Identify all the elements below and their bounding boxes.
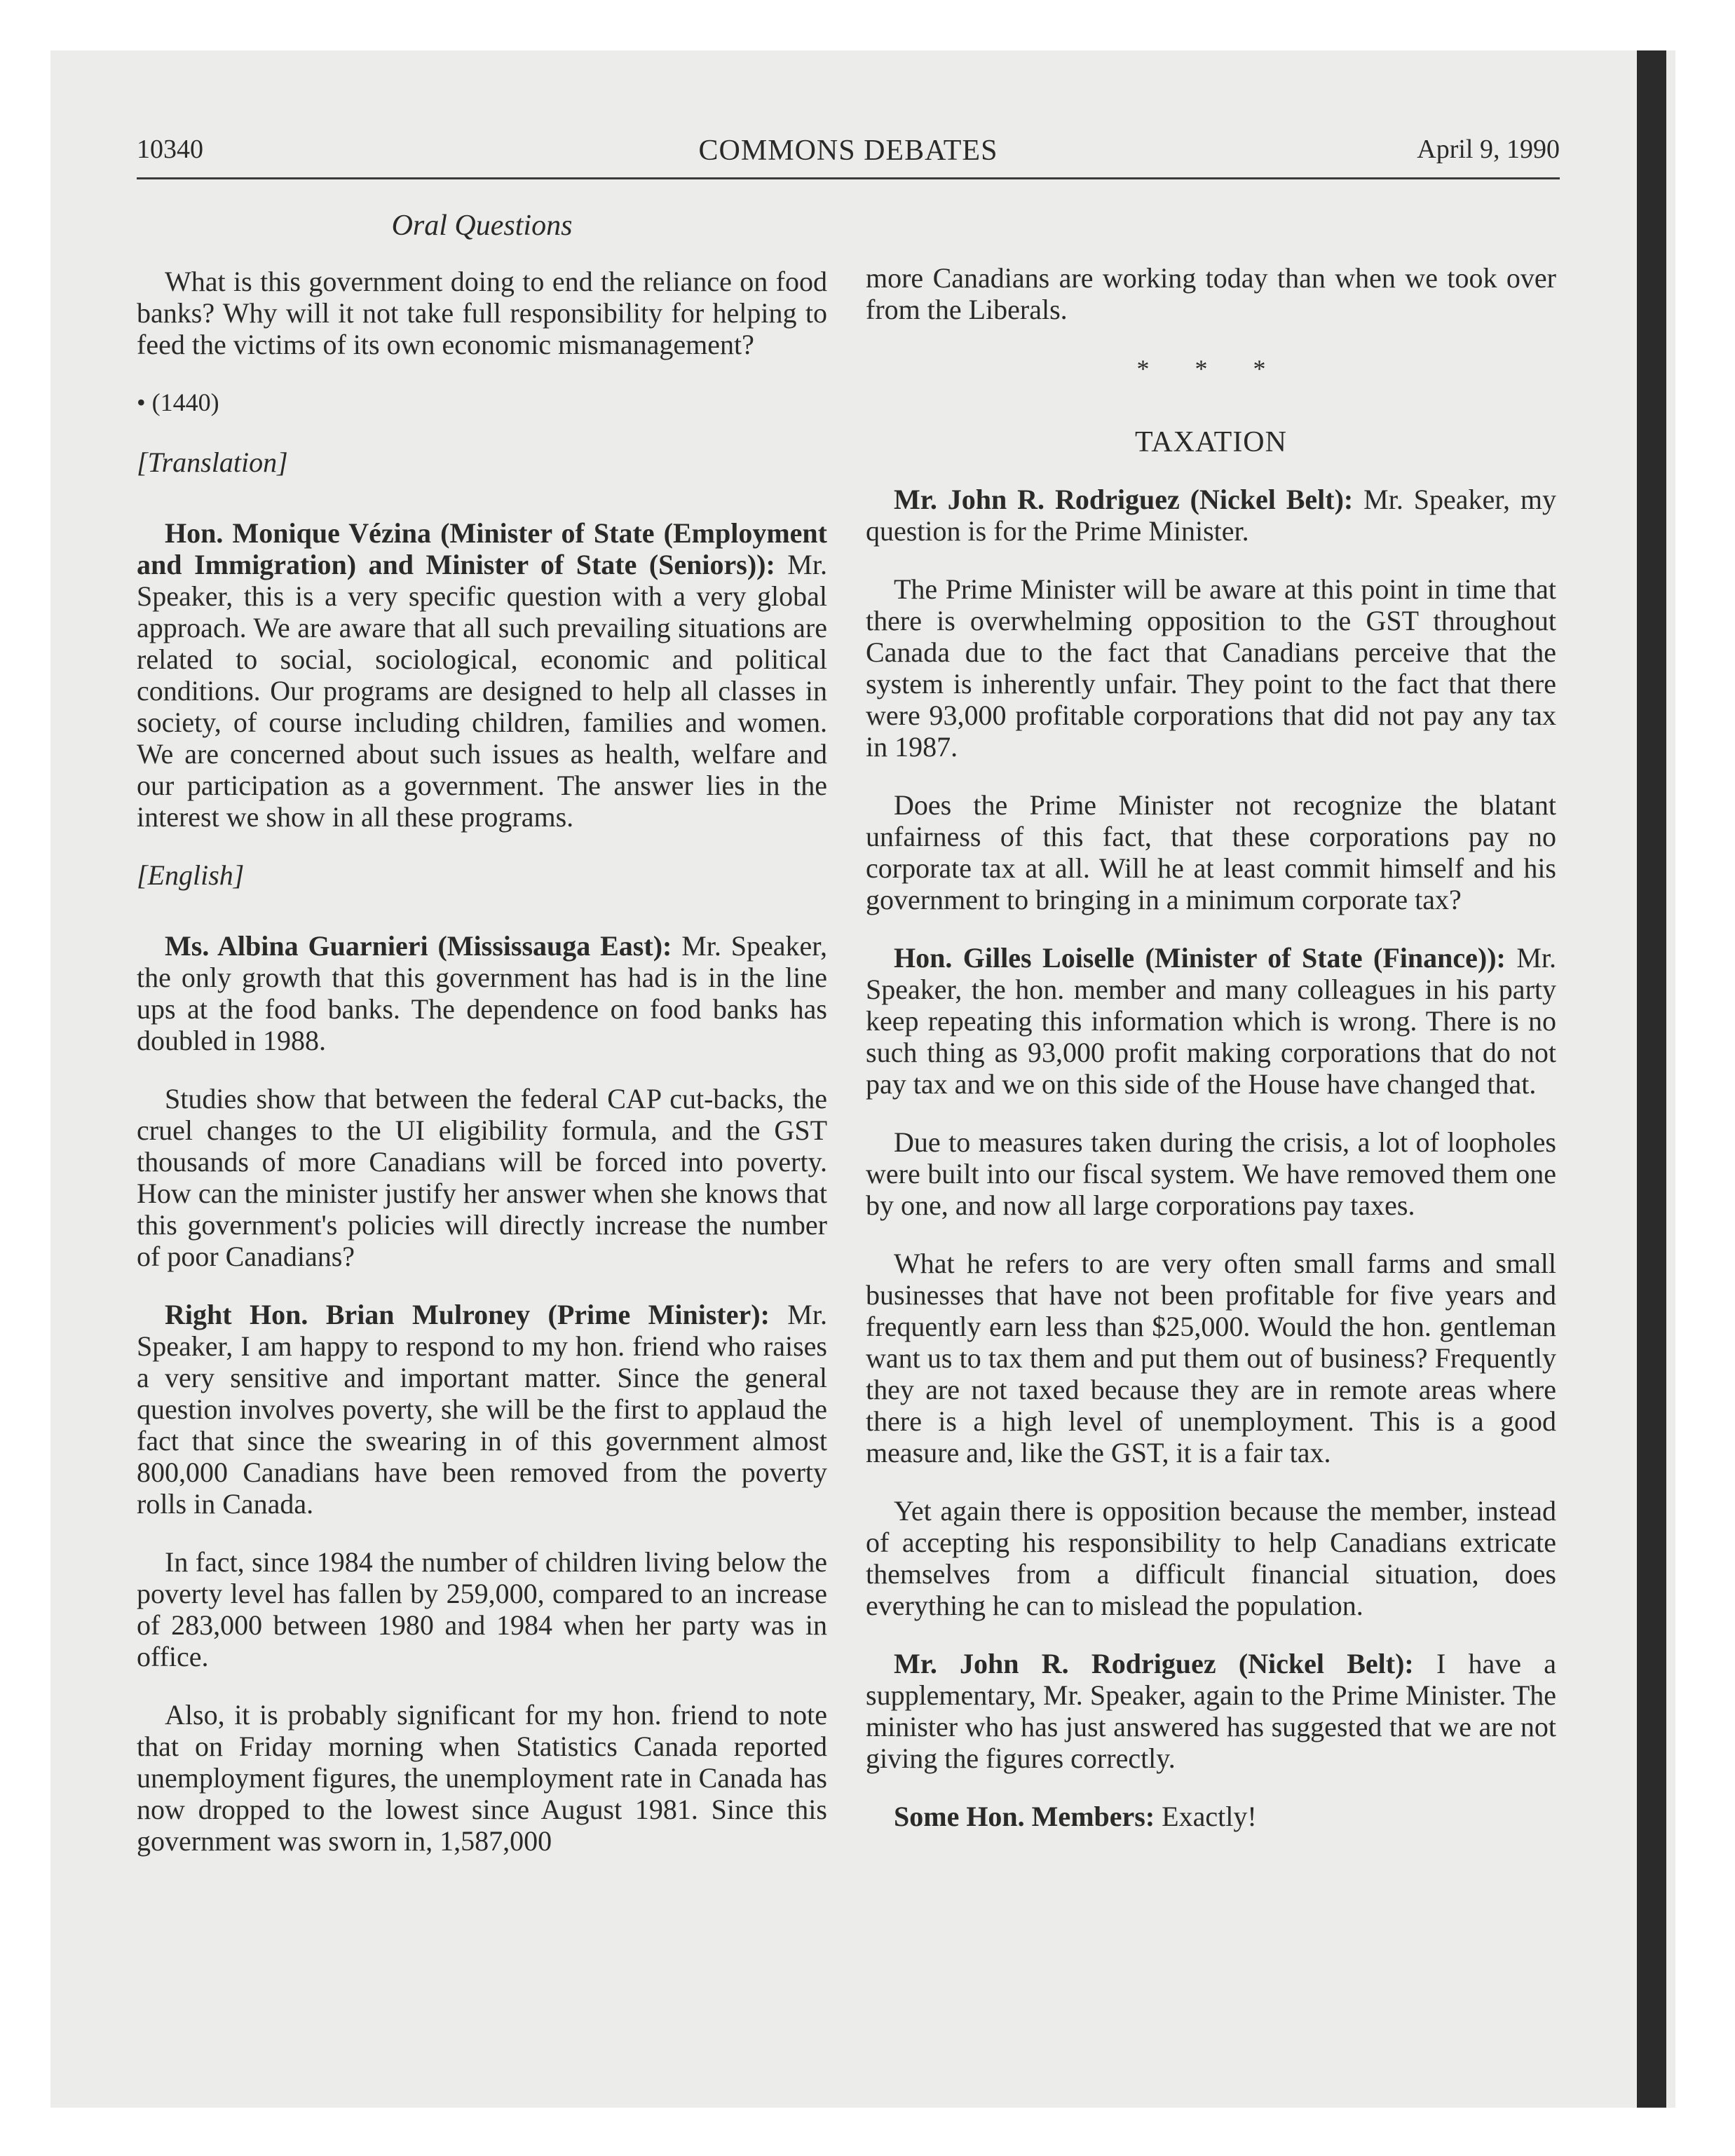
- speech: [866, 942, 1556, 1100]
- paragraph: Also, it is probably significant for my hon. friend to note that on Friday morning when Statistics Canada reported unemployment figures, the unemployment rate in Canada has now dropped to the lowest since August 1981. Since this government was sworn in, 1,587,000: [137, 1699, 827, 1857]
- left-column: [137, 210, 827, 1883]
- paragraph: Does the Prime Minister not recognize the blatant unfairness of this fact, that these corporations pay no corporate tax at all. Will he at least commit himself and his government to bringing in a minimum corporate tax?: [866, 789, 1556, 915]
- issue-date: April 9, 1990: [1417, 135, 1560, 164]
- speech: [137, 517, 827, 833]
- speaker-name: Mr. John R. Rodriguez (Nickel Belt):: [894, 484, 1354, 515]
- speech-text: Exactly!: [1155, 1801, 1257, 1832]
- paragraph: Yet again there is opposition because the member, instead of accepting his responsibility to help Canadians extricate themselves from a difficult financial situation, does everything he can to mislead the population.: [866, 1495, 1556, 1621]
- speech-text: Mr. Speaker, my question is for the Prime Minister.: [866, 484, 1556, 547]
- right-column: [866, 262, 1556, 1859]
- time-marker: • (1440): [137, 388, 219, 416]
- paragraph: more Canadians are working today than when we took over from the Liberals.: [866, 262, 1556, 325]
- paragraph: The Prime Minister will be aware at this point in time that there is overwhelming opposition to the GST throughout Canada due to the fact that Canadians perceive that the system is inherently unfair. They point to the fact that there were 93,000 profitable corporations that did not pay any tax in 1987.: [866, 573, 1556, 763]
- paragraph: What he refers to are very often small farms and small businesses that have not been profitable for five years and frequently earn less than $25,000. Would the hon. gentleman want us to tax them and put them out of business? Frequently they are not taxed because they are in remote areas where there is a high level of unemployment. This is a good measure and, like the GST, it is a fair tax.: [866, 1248, 1556, 1468]
- speech-text: Mr. Speaker, this is a very specific question with a very global approach. We are aware that all such prevailing situations are related to social, sociological, economic and political conditions. Our programs are designed to help all classes in society, of course including children, families and women. We are concerned about such issues as health, welfare and our participation as a government. The answer lies in the interest we show in all these programs.: [137, 549, 827, 833]
- paragraph: In fact, since 1984 the number of children living below the poverty level has fallen by 259,000, compared to an increase of 283,000 between 1980 and 1984 when her party was in office.: [137, 1546, 827, 1672]
- speaker-name: Mr. John R. Rodriguez (Nickel Belt):: [894, 1648, 1414, 1679]
- speech: [137, 1299, 827, 1520]
- speaker-name: Hon. Gilles Loiselle (Minister of State (Finance)):: [894, 942, 1506, 974]
- speech: [866, 1648, 1556, 1774]
- speech: [866, 1801, 1556, 1832]
- speech-text: Mr. Speaker, I am happy to respond to my hon. friend who raises a very sensitive and important matter. Since the general question involves poverty, she will be the first to applaud the fact that since the swearing in of this government almost 800,000 Canadians have been removed from the poverty rolls in Canada.: [137, 1299, 827, 1520]
- topic-heading: TAXATION: [1135, 426, 1287, 458]
- speaker-name: Right Hon. Brian Mulroney (Prime Minister):: [165, 1299, 770, 1330]
- section-divider: * * *: [1136, 355, 1286, 383]
- journal-title: COMMONS DEBATES: [698, 135, 998, 167]
- page-header: [137, 128, 1560, 179]
- speech-text: Mr. Speaker, the hon. member and many colleagues in his party keep repeating this information which is wrong. There is no such thing as 93,000 profit making corporations that do not pay tax and we on this side of the House have changed that.: [866, 942, 1556, 1100]
- section-title: Oral Questions: [391, 210, 573, 242]
- speaker-name: Some Hon. Members:: [894, 1801, 1155, 1832]
- speaker-name: Ms. Albina Guarnieri (Mississauga East):: [165, 930, 672, 962]
- language-note: [English]: [137, 859, 245, 891]
- speech: [866, 484, 1556, 547]
- speech-text: Mr. Speaker, the only growth that this government has had is in the line ups at the food banks. The dependence on food banks has doubled in 1988.: [137, 930, 827, 1056]
- paragraph: Studies show that between the federal CAP cut-backs, the cruel changes to the UI eligibility formula, and the GST thousands of more Canadians will be forced into poverty. How can the minister justify her answer when she knows that this government's policies will directly increase the number of poor Canadians?: [137, 1083, 827, 1272]
- page-number: 10340: [137, 135, 203, 164]
- paragraph: Due to measures taken during the crisis, a lot of loopholes were built into our fiscal system. We have removed them one by one, and now all large corporations pay taxes.: [866, 1126, 1556, 1221]
- speaker-name: Hon. Monique Vézina (Minister of State (Employment and Immigration) and Minister of State (Seniors)):: [137, 517, 827, 580]
- scan-edge-bar: [1637, 50, 1666, 2108]
- speech-text: I have a supplementary, Mr. Speaker, again to the Prime Minister. The minister who has just answered has suggested that we are not giving the figures correctly.: [866, 1648, 1556, 1774]
- paragraph: What is this government doing to end the reliance on food banks? Why will it not take full responsibility for helping to feed the victims of its own economic mismanagement?: [137, 266, 827, 360]
- speech: [137, 930, 827, 1056]
- language-note: [Translation]: [137, 446, 288, 478]
